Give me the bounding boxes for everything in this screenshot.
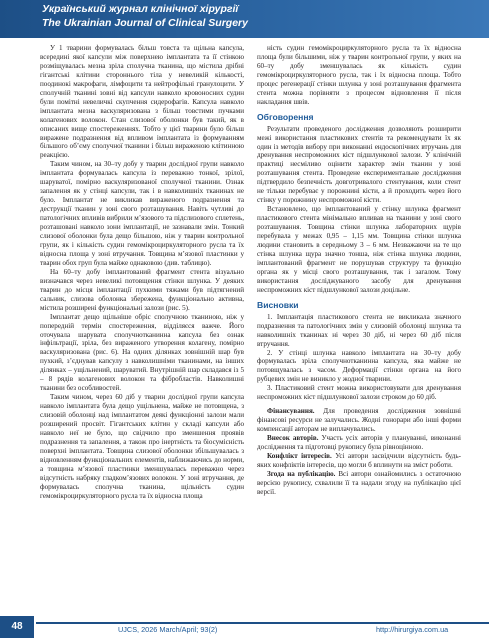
declaration-contribution xyxy=(257,434,461,452)
left-column xyxy=(40,44,244,501)
discussion-heading: Обговорення xyxy=(257,111,314,122)
declaration-label: Фінансування. xyxy=(267,407,315,416)
declaration-text: Усі автори засвідчили відсутність будь-яких конфліктів інтересів, що могли б вплинути на зміст роботи. xyxy=(257,451,461,469)
declaration-label: Згода на публікацію. xyxy=(267,469,336,478)
paragraph: Таким чином, на 30–ту добу у тварин дослідної групи навколо імплантата формувалась капсула із переважно тонкої, зрілої, шаруватої, помірно васкуляризованої сполучної тканини. Ознак запалення як у стінці капсули, так і в навколишніх тканинах не було. Імплантат не викликав вираженого подразнення та деструкції тканин у зоні свого розташування. Навіть чутливі до патологічних впливів вибрили м’язового та підслизового сплетень, розташовані навколо зони імплантації, не зазнавали змін. Тонкий слизової оболонки була дещо більшою, ніж у тварин контрольної групи, як і кількість судин гемомікроциркуляторного русла та їх відносна площа у зоні втручання. Товщина м’язової пластинки у тварин обох груп була майже однаковою (див. таблицю). xyxy=(40,160,244,267)
paragraph: У 1 тварини формувалась більш товста та щільна капсула, всередині якої капсули між поверхнею імплантата та її стінкою розміщувалась мезна зрілa сполучна тканина, що містила дрібні гігантські клітини стороннього тіла у невеликій кількості, поодинокі макрофаги, лімфоцити та нейтрофільні гранулоцити. У сполучній тканині зовні від капсули навколо кровоносних судин були помітні невеличкі скупчення сидерофагів. Капсула навколо імплантата мезна васкуляризована з більш товстими пучками колагенових волокон. Стан слизової оболонки був такий, як в описаних вище спостереженнях. Тобто у цієї тварини було більш виражене подразнення від впливом імплантата із формуванням більшого об’єму сполучної тканини і більш вираженою клітинною реакцією. xyxy=(40,44,244,160)
footer-divider xyxy=(36,622,489,624)
journal-url-link[interactable]: http://hirurgiya.com.ua xyxy=(376,625,449,634)
page-footer xyxy=(0,616,489,640)
declaration-funding xyxy=(257,407,461,434)
declaration-label: Внесок авторів. xyxy=(267,434,319,443)
declaration-consent xyxy=(257,470,461,497)
declaration-text: Для проведення дослідження зовнішні фінансові ресурси не залучались. Жодні гонорари або інші форми компенсації авторам не виплачувались. xyxy=(257,407,461,434)
conclusion-item: 3. Пластиковий стент можна використовувати для дренування неспроможних кіст підшлункової залози строком до 60 діб. xyxy=(257,384,461,402)
declaration-text: Всі автори ознайомились з остаточною версією рукопису, схвалили її та надали згоду на публікацію цієї версії. xyxy=(257,469,461,496)
declaration-conflict xyxy=(257,452,461,470)
declaration-text: Участь усіх авторів у плануванні, виконанні дослідження та підготовці рукопису була рівноцінною. xyxy=(257,434,461,452)
journal-title-ua: Український журнал клінічної хірургії xyxy=(42,3,239,15)
paragraph: На 60–ту добу імплантований фрагмент стента візуально визначався через невеликі потовщення стінки шлунка. У деяких тварин до місця імплантації пухкими тяжами був підтягнений сальник, слизова оболонка збережена, функціонально активна, містила розширені функціональні залози (рис. 5). xyxy=(40,267,244,312)
declaration-label: Конфлікт інтересів. xyxy=(267,451,332,460)
paragraph: ність судин гемомікроциркуляторного русла та їх відносна площа були більшими, ніж у тварин контрольної групи, у яких на 60–ту добу зменшувалась як кількість судин гемомікроциркуляторного русла, так і їх відносна площа. Тобто процес регенерації стінки шлунка у зоні розташування фрагмента стента можна порівняти з процесом відновлення її після накладання швів. xyxy=(257,44,461,106)
conclusion-item: 2. У стінці шлунка навколо імплантата на 30–ту добу формувалась зріла сполучнотканинна капсула, яка майже не потовщувалась з часом. Деформації стінки органа на його рубцевих змін не виникло у жодної тварини. xyxy=(257,348,461,384)
paragraph: Імплантат дещо щільніше обріс сполучною тканиною, ніж у попередній термін спостереження, відділяєся важче. Його оточувала шарувата сполучнотканинна капсула без ознак інфільтрації, зріла, без вираженого утворення колагену, помірно васкуляризована (рис. 6). На одних ділянках зовнішній шар був пухкий, з’єднував капсулу з навколишніми тканинами, на інших ділянках – ущільнений, шаруватий. Внутрішній шар складався із 5 – 8 рядів колагенових волокон та фібробластів. Навколишні тканини без особливостей. xyxy=(40,312,244,393)
journal-title-en: The Ukrainian Journal of Clinical Surgery xyxy=(42,17,248,29)
conclusions-heading: Висновки xyxy=(257,299,299,310)
right-column xyxy=(257,44,461,497)
page-number: 48 xyxy=(0,616,34,638)
paragraph: Таким чином, через 60 діб у тварин дослідної групи капсула навколо імплантата була дещо ущільнена, майже не потовщена, з слизовій оболонці над імплантатом деякі функціонні залози мали розширений просвіт. Гігантських клітин у складі капсули або навколо неї не було, що свідчило про зменшення проявів подразнення та запалення, а також про інертність та біосумісність поверхні імплантата. Товщина слизової оболонки збільшувалась з відновленням функціональних елементів, наближаючись до норми, а товщина м’язової пластинки зменшувалась переважно через відсутність набряку гладком’язових волокон. У зоні втручання, де формувалась сполучна тканина, щільність судин гемомікроциркуляторного русла та їх відносна площа xyxy=(40,393,244,500)
journal-header xyxy=(0,0,489,38)
conclusion-item: 1. Імплантація пластикового стента не викликала значного подразнення та патологічних змін у слизовій оболонці шлунка та навколишніх тканинах ні через 30 діб, ні через 60 діб після втручання. xyxy=(257,312,461,348)
paragraph: Результати проведеного дослідження дозволяють розширити межі використання пластикових стентів та рекомендувати їх як один із методів вибору при виконанні ендоскопічних втручань для дренування неспроможних кіст підшлункової залози. У клінічній практиці несміливо оцінити характер змін тканин у зоні розташування стента. Проведене експериментальне дослідження підтвердило безпечність довготривалого стентування, коли стент не тільки перебуває у порожнині кісти, а й проходить через його стінку у порожнину неспроможної кісти. xyxy=(257,124,461,205)
journal-citation: UJCS, 2026 March/April; 93(2) xyxy=(118,625,218,634)
paragraph: Встановлено, що імплантований у стінку шлунка фрагмент пластикового стента мінімально впливав на тканини у зоні свого розташування. Товщина стінки шлунка лабораторних щурів перебувала у межах 0,95 – 1,15 мм. Товщина стінки шлунка людини становить в середньому 3 – 6 мм. Незважаючи на те що стінка шлунка щура значно тонша, ніж стінка шлунка людини, імплантований фрагмент не порушував структуру та функцію органа як у місці свого розташування, так і загалом. Тому використання досліджуваного засобу для дренування неспроможних кіст підшлункової залози доцільне. xyxy=(257,205,461,294)
